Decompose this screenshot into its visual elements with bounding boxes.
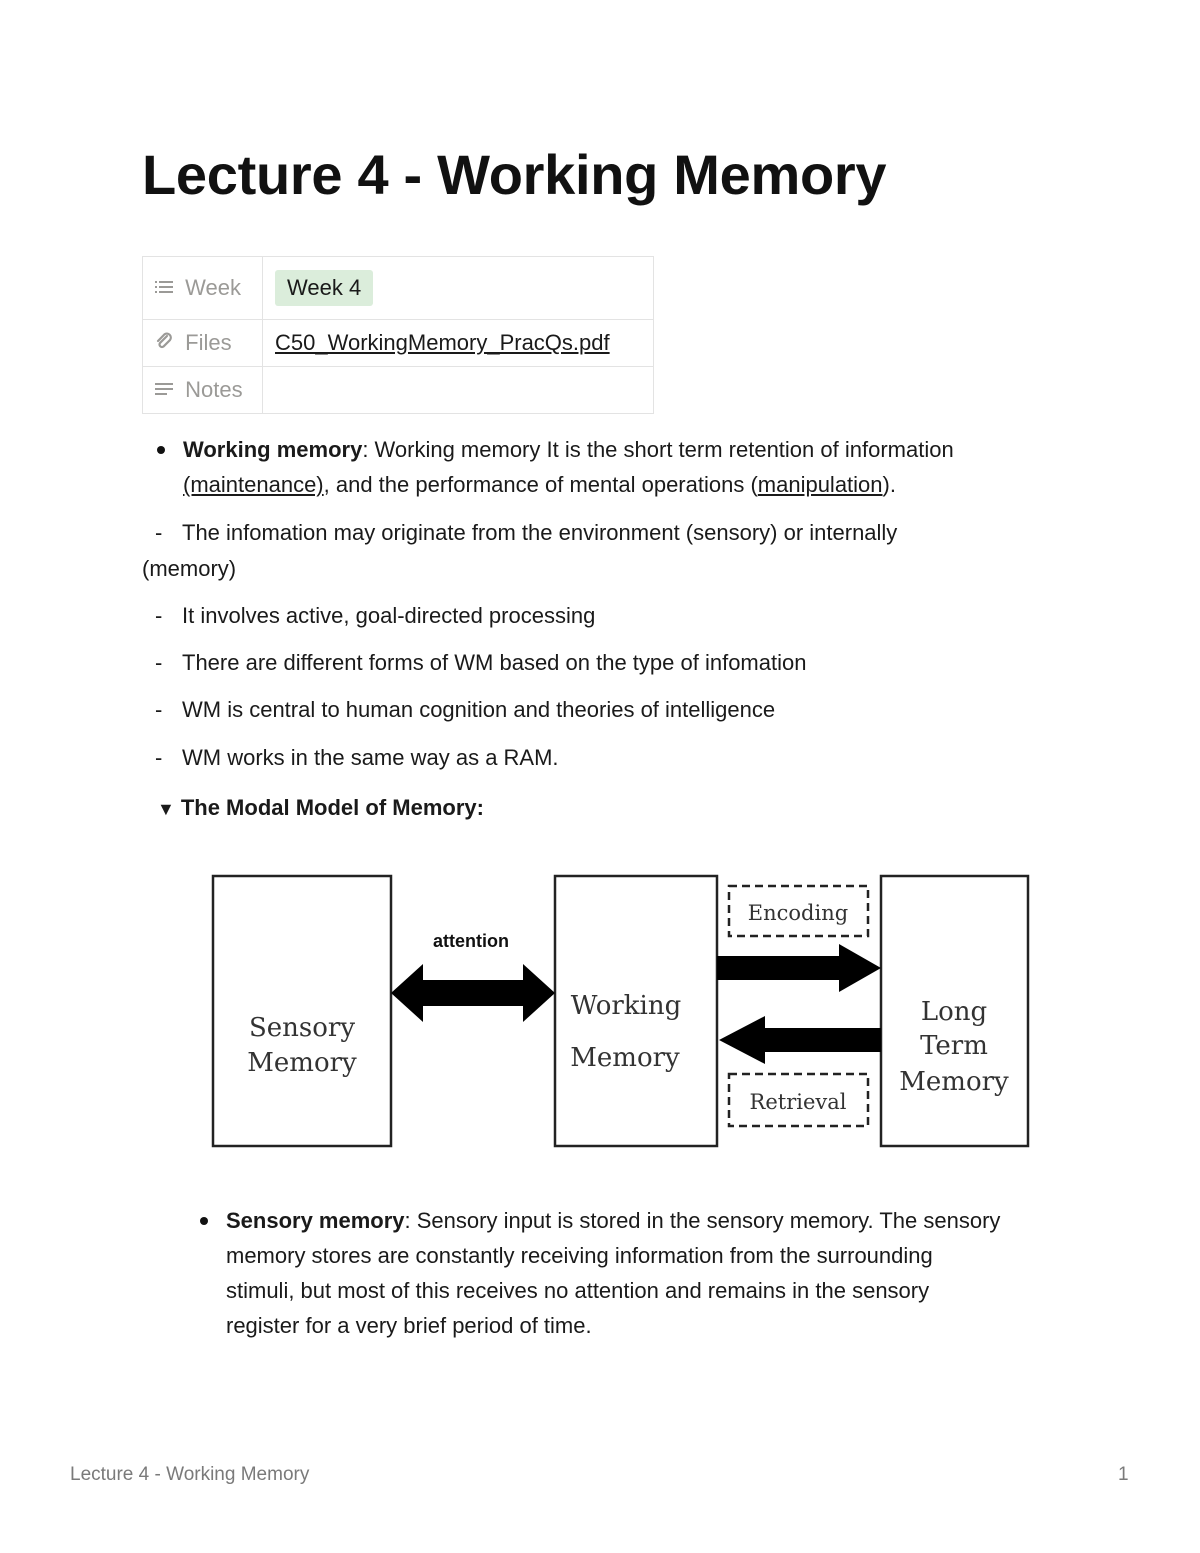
page-number: 1	[1118, 1464, 1129, 1485]
bullet-dot	[200, 1217, 208, 1225]
retrieval-label: Retrieval	[749, 1090, 847, 1114]
definition-text-b: , and the performance of mental operations (	[323, 472, 758, 497]
point-4: WM is central to human cognition and theories of intelligence	[182, 697, 776, 722]
toggle-label: The Modal Model of Memory:	[180, 795, 484, 820]
sensory-line-1	[226, 1203, 1000, 1238]
encoding-arrow	[717, 944, 881, 992]
sensory-line-3: stimuli, but most of this receives no attention and remains in the sensory	[226, 1278, 930, 1303]
footer-title: Lecture 4 - Working Memory	[70, 1464, 310, 1485]
dash-marker: -	[155, 603, 163, 628]
manipulation-link[interactable]: manipulation	[757, 472, 883, 497]
sensory-label-2: Memory	[247, 1048, 357, 1078]
long-term-label-1: Long	[920, 997, 988, 1027]
point-1-line-1: The infomation may originate from the environment (sensory) or internally	[182, 520, 898, 545]
dash-marker: -	[155, 650, 163, 675]
working-label-2: Memory	[570, 1043, 680, 1073]
sensory-line-4: register for a very brief period of time.	[226, 1313, 592, 1338]
encoding-label: Encoding	[747, 901, 849, 925]
working-label-1: Working	[570, 991, 682, 1021]
sensory-label-1: Sensory	[248, 1013, 356, 1043]
definition-text: : Working memory It is the short term retention of information	[362, 437, 954, 462]
sensory-memory-box	[213, 876, 391, 1146]
retrieval-arrow	[719, 1016, 881, 1064]
property-label-notes: Notes	[185, 377, 243, 403]
point-5: WM works in the same way as a RAM.	[182, 745, 559, 770]
definition-line-1	[183, 432, 954, 467]
properties-table	[142, 256, 654, 414]
sensory-term: Sensory memory	[226, 1208, 405, 1233]
modal-model-toggle[interactable]	[157, 790, 484, 827]
property-key-week	[143, 257, 263, 320]
definition-text-c: ).	[882, 472, 896, 497]
sensory-text-1: : Sensory input is stored in the sensory memory. The sensory	[404, 1208, 1001, 1233]
point-3: There are different forms of WM based on the type of infomation	[182, 650, 807, 675]
property-label-week: Week	[185, 275, 241, 301]
property-value-week[interactable]	[263, 257, 654, 320]
modal-model-diagram	[205, 868, 1035, 1153]
dash-marker: -	[155, 745, 163, 770]
dash-marker: -	[155, 697, 163, 722]
list-icon	[155, 278, 179, 299]
property-row-notes	[143, 367, 654, 414]
property-label-files: Files	[185, 330, 232, 356]
property-value-notes[interactable]	[263, 367, 654, 414]
page-title: Lecture 4 - Working Memory	[142, 143, 887, 206]
property-row-files	[143, 320, 654, 367]
week-tag[interactable]: Week 4	[275, 270, 373, 306]
attention-label: attention	[433, 931, 509, 951]
file-link[interactable]: C50_WorkingMemory_PracQs.pdf	[275, 330, 610, 355]
definition-term: Working memory	[183, 437, 363, 462]
property-key-files	[143, 320, 263, 367]
long-term-label-3: Memory	[899, 1067, 1009, 1097]
sensory-line-2: memory stores are constantly receiving information from the surrounding	[226, 1243, 933, 1268]
paperclip-icon	[155, 332, 179, 355]
maintenance-link[interactable]: (maintenance)	[183, 472, 324, 497]
long-term-label-2: Term	[920, 1031, 988, 1061]
property-value-files	[263, 320, 654, 367]
property-row-week	[143, 257, 654, 320]
definition-line-2	[183, 467, 896, 502]
toggle-triangle-icon[interactable]: ▼	[157, 799, 175, 819]
attention-arrow	[391, 964, 555, 1022]
text-lines-icon	[155, 380, 179, 401]
point-1-line-2: (memory)	[142, 556, 237, 581]
dash-marker: -	[155, 520, 163, 545]
point-2: It involves active, goal-directed processing	[182, 603, 596, 628]
property-key-notes	[143, 367, 263, 414]
bullet-dot	[157, 446, 165, 454]
